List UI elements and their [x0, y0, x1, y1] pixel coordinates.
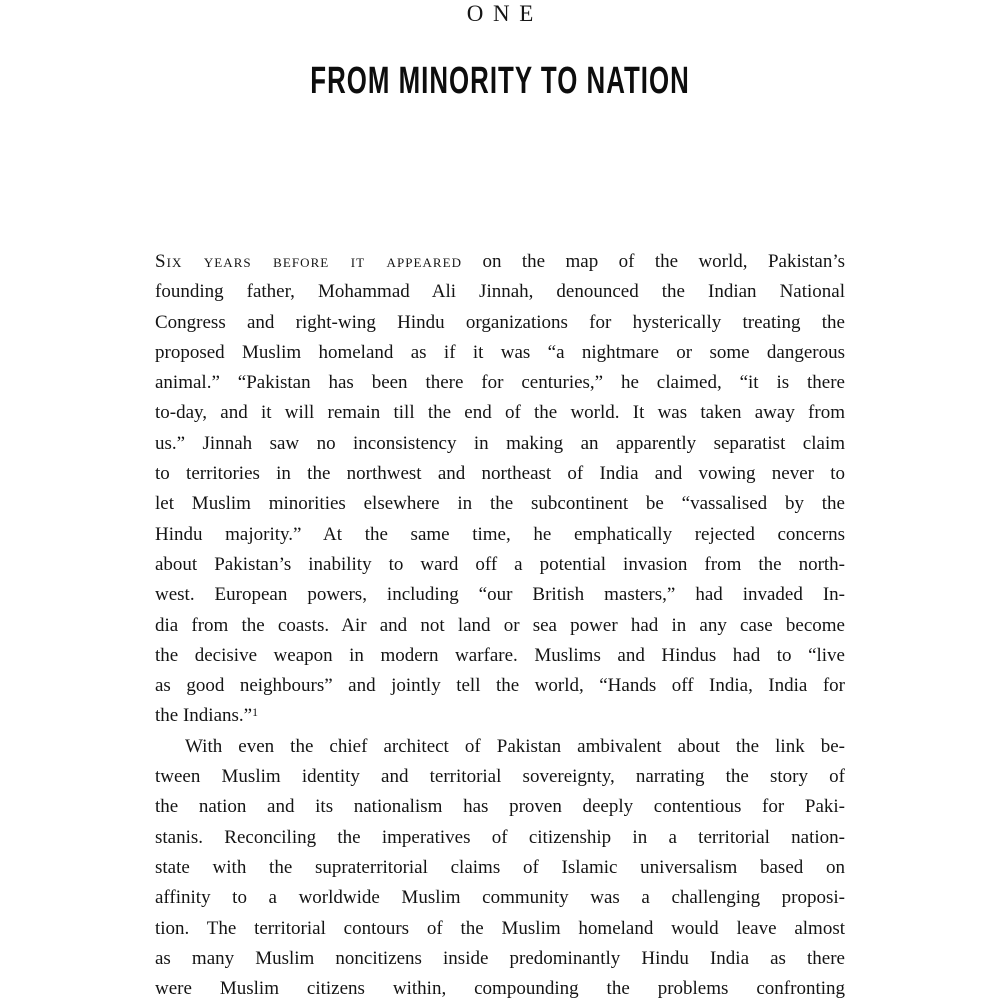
footnote-marker: 1: [252, 706, 258, 720]
paragraph2-line: were Muslim citizens within, compounding the problems confronting: [155, 978, 845, 1000]
paragraph1-line: founding father, Mohammad Ali Jinnah, denounced the Indian National: [155, 281, 845, 303]
chapter-number: ONE: [466, 1, 543, 26]
paragraph1-line-opening: [155, 247, 845, 277]
paragraph1-line: proposed Muslim homeland as if it was “a nightmare or some dangerous: [155, 341, 845, 363]
paragraph1-line: about Pakistan’s inability to ward off a potential invasion from the north-: [155, 553, 845, 575]
paragraph2-line: affinity to a worldwide Muslim community was a challenging proposi-: [155, 887, 845, 909]
opening-line-rest: on the map of the world, Pakistan’s: [462, 251, 845, 272]
paragraph1-last-line: [155, 701, 845, 731]
paragraph1-line: to-day, and it will remain till the end of the world. It was taken away from: [155, 402, 845, 424]
body-text: [155, 247, 845, 1000]
paragraph2-line: tween Muslim identity and territorial sovereignty, narrating the story of: [155, 766, 845, 788]
paragraph1-line: the decisive weapon in modern warfare. Muslims and Hindus had to “live: [155, 644, 845, 666]
paragraph1-line: us.” Jinnah saw no inconsistency in making an apparently separatist claim: [155, 432, 845, 454]
chapter-title-wrap: [0, 62, 1000, 100]
paragraph2-line: stanis. Reconciling the imperatives of citizenship in a territorial nation-: [155, 826, 845, 848]
paragraph2-line: With even the chief architect of Pakistan ambivalent about the link be-: [185, 735, 845, 757]
lead-in-smallcaps: Six years before it appeared: [155, 251, 463, 272]
paragraph2-line: tion. The territorial contours of the Muslim homeland would leave almost: [155, 917, 845, 939]
paragraph1-line: to territories in the northwest and northeast of India and vowing never to: [155, 463, 845, 485]
paragraph2-line: state with the supraterritorial claims of Islamic universalism based on: [155, 856, 845, 878]
paragraph1-line: animal.” “Pakistan has been there for centuries,” he claimed, “it is there: [155, 372, 845, 394]
paragraph1-line: dia from the coasts. Air and not land or sea power had in any case become: [155, 614, 845, 636]
paragraph2-line: as many Muslim noncitizens inside predominantly Hindu India as there: [155, 947, 845, 969]
paragraph1-line: let Muslim minorities elsewhere in the subcontinent be “vassalised by the: [155, 493, 845, 515]
paragraph2-line: the nation and its nationalism has proven deeply contentious for Paki-: [155, 796, 845, 818]
paragraph1-line: as good neighbours” and jointly tell the world, “Hands off India, India for: [155, 675, 845, 697]
paragraph1-line: Hindu majority.” At the same time, he emphatically rejected concerns: [155, 523, 845, 545]
paragraph1-line: Congress and right-wing Hindu organizations for hysterically treating the: [155, 311, 845, 333]
paragraph1-line: west. European powers, including “our British masters,” had invaded In-: [155, 584, 845, 606]
paragraph1-last-line-text: the Indians.”: [155, 705, 253, 727]
chapter-title: FROM MINORITY TO NATION: [310, 60, 690, 102]
